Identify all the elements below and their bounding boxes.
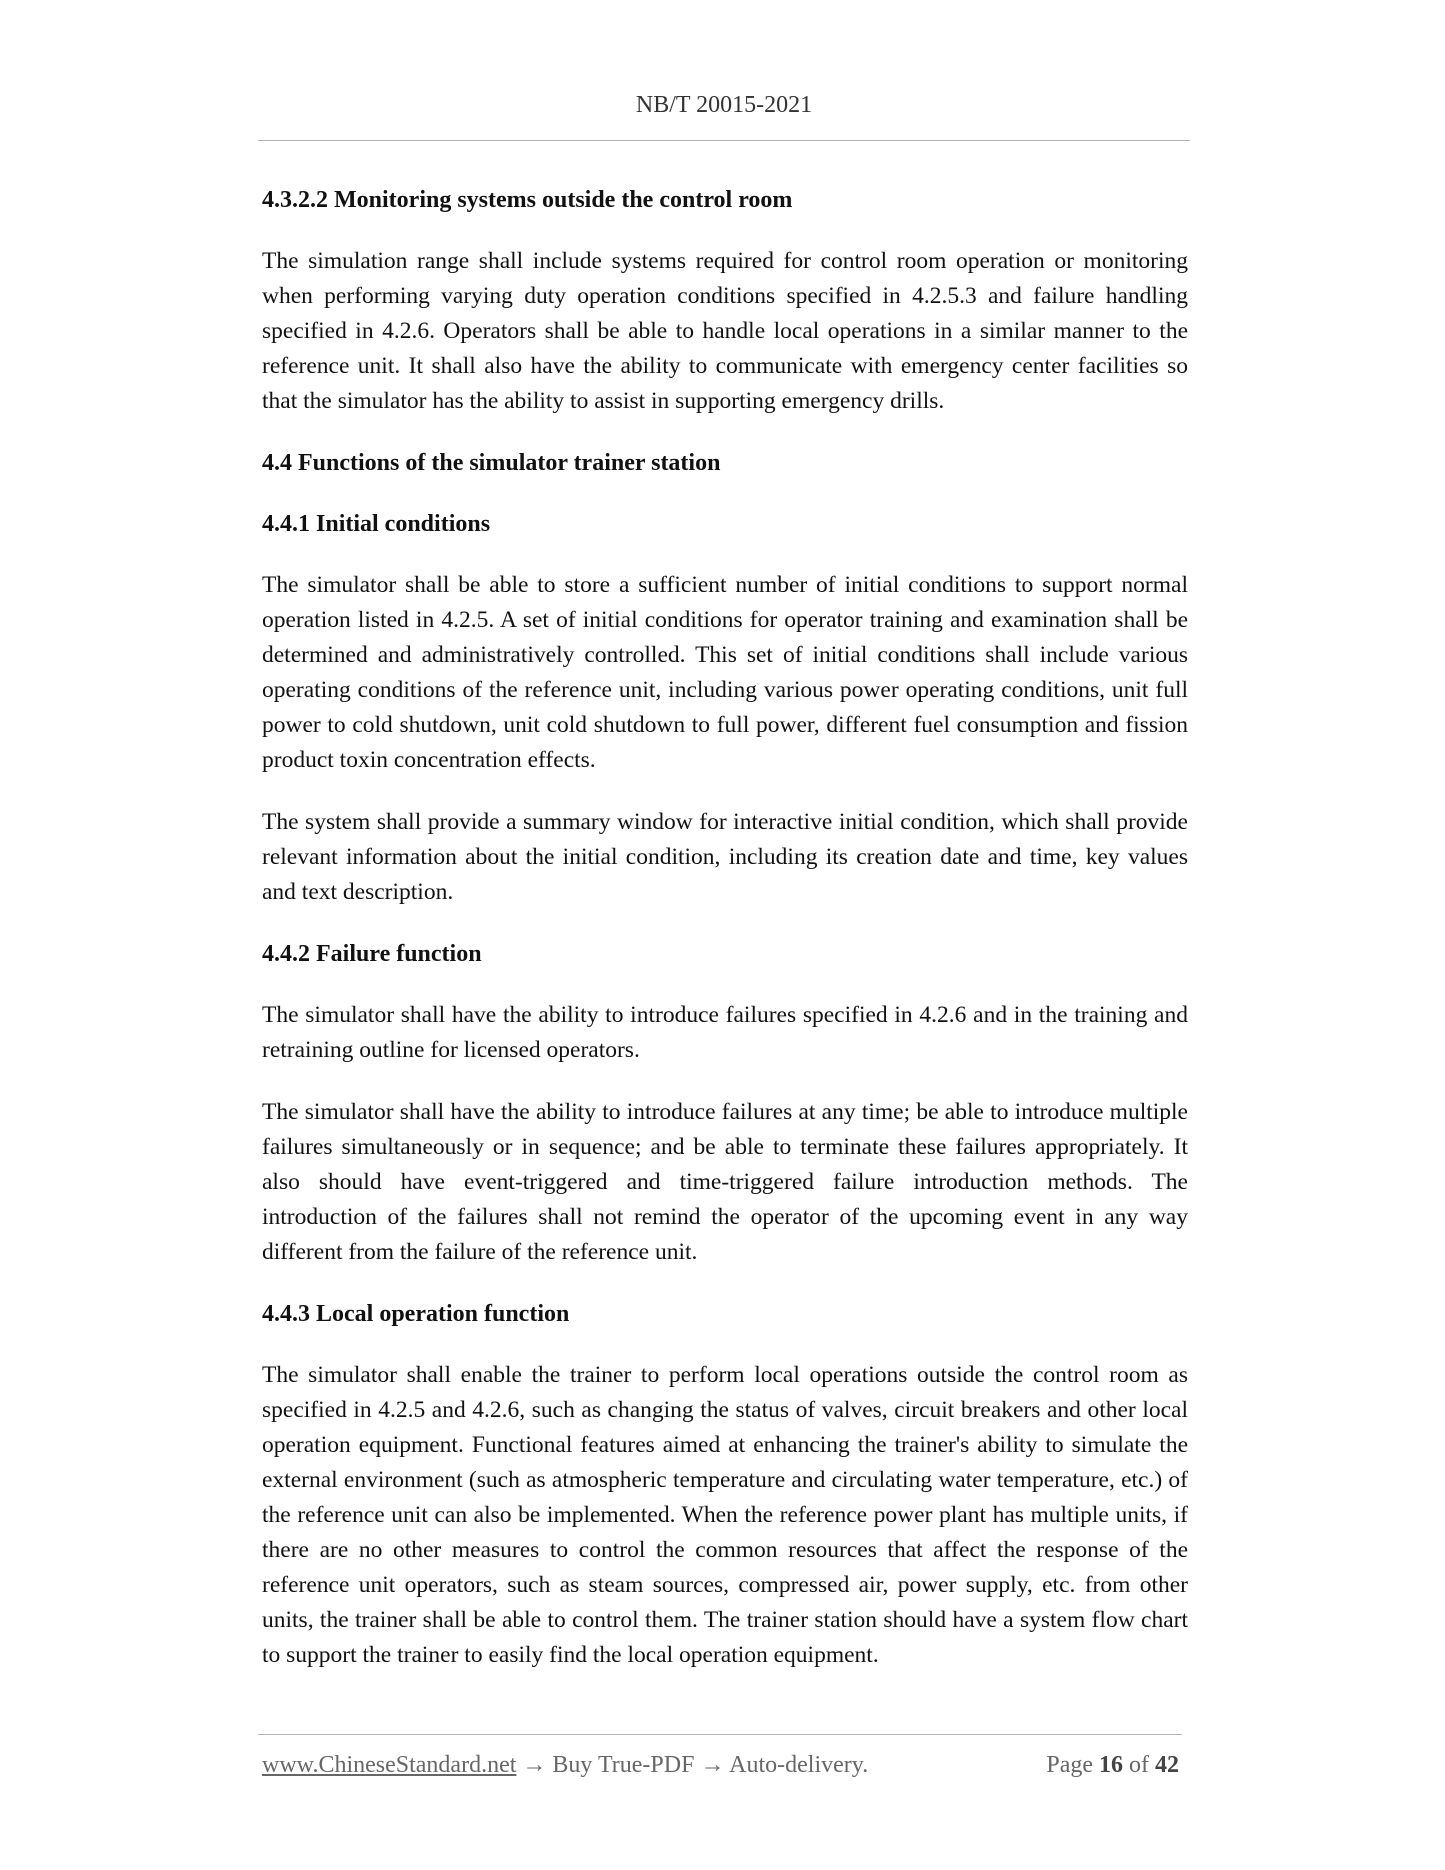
paragraph: The system shall provide a summary window for interactive initial condition, which shall provide relevant information about the initial condition, including its creation date and time, key values and text description.	[262, 809, 1188, 905]
buy-text: Buy True-PDF	[552, 1752, 695, 1778]
page-total: 42	[1155, 1752, 1179, 1778]
delivery-text: Auto-delivery.	[729, 1752, 869, 1778]
section-heading-4-3-2-2: 4.3.2.2 Monitoring systems outside the control room	[262, 187, 793, 213]
paragraph: The simulator shall have the ability to introduce failures at any time; be able to introduce multiple failures simultaneously or in sequence; and be able to terminate these failures appropriately. It also should have event-triggered and time-triggered failure introduction methods. The introduction of the failures shall not remind the operator of the upcoming event in any way different from the failure of the reference unit.	[262, 1099, 1188, 1265]
page-number: 16	[1099, 1752, 1123, 1778]
footer-divider	[258, 1734, 1182, 1735]
arrow-icon: →	[700, 1752, 725, 1778]
paragraph: The simulator shall enable the trainer to perform local operations outside the control room as specified in 4.2.5 and 4.2.6, such as changing the status of valves, circuit breakers and other local operation equipment. Functional features aimed at enhancing the trainer's ability to simulate the external environment (such as atmospheric temperature and circulating water temperature, etc.) of the reference unit can also be implemented. When the reference power plant has multiple units, if there are no other measures to control the common resources that affect the response of the reference unit operators, such as steam sources, compressed air, power supply, etc. from other units, the trainer shall be able to control them. The trainer station should have a system flow chart to support the trainer to easily find the local operation equipment.	[262, 1362, 1188, 1668]
section-heading-4-4-1: 4.4.1 Initial conditions	[262, 511, 491, 537]
section-heading-4-4-2: 4.4.2 Failure function	[262, 941, 482, 967]
section-heading-4-4-3: 4.4.3 Local operation function	[262, 1301, 570, 1327]
footer-promo	[262, 1752, 868, 1779]
section-heading-4-4: 4.4 Functions of the simulator trainer station	[262, 450, 721, 476]
arrow-icon: →	[522, 1752, 547, 1778]
document-body	[262, 183, 1188, 1673]
paragraph: The simulator shall be able to store a sufficient number of initial conditions to support normal operation listed in 4.2.5. A set of initial conditions for operator training and examination shall be determined and administratively controlled. This set of initial conditions shall include various operating conditions of the reference unit, including various power operating conditions, unit full power to cold shutdown, unit cold shutdown to full power, different fuel consumption and fission product toxin concentration effects.	[262, 572, 1188, 773]
paragraph: The simulation range shall include systems required for control room operation or monitoring when performing varying duty operation conditions specified in 4.2.5.3 and failure handling specified in 4.2.6. Operators shall be able to handle local operations in a similar manner to the reference unit. It shall also have the ability to communicate with emergency center facilities so that the simulator has the ability to assist in supporting emergency drills.	[262, 248, 1188, 414]
page-header: NB/T 20015-2021	[635, 92, 813, 118]
header-divider	[258, 140, 1190, 141]
website-link[interactable]: www.ChineseStandard.net	[262, 1752, 517, 1778]
page-counter: Page 16 of 42	[1046, 1752, 1179, 1778]
paragraph: The simulator shall have the ability to introduce failures specified in 4.2.6 and in the training and retraining outline for licensed operators.	[262, 1002, 1188, 1063]
